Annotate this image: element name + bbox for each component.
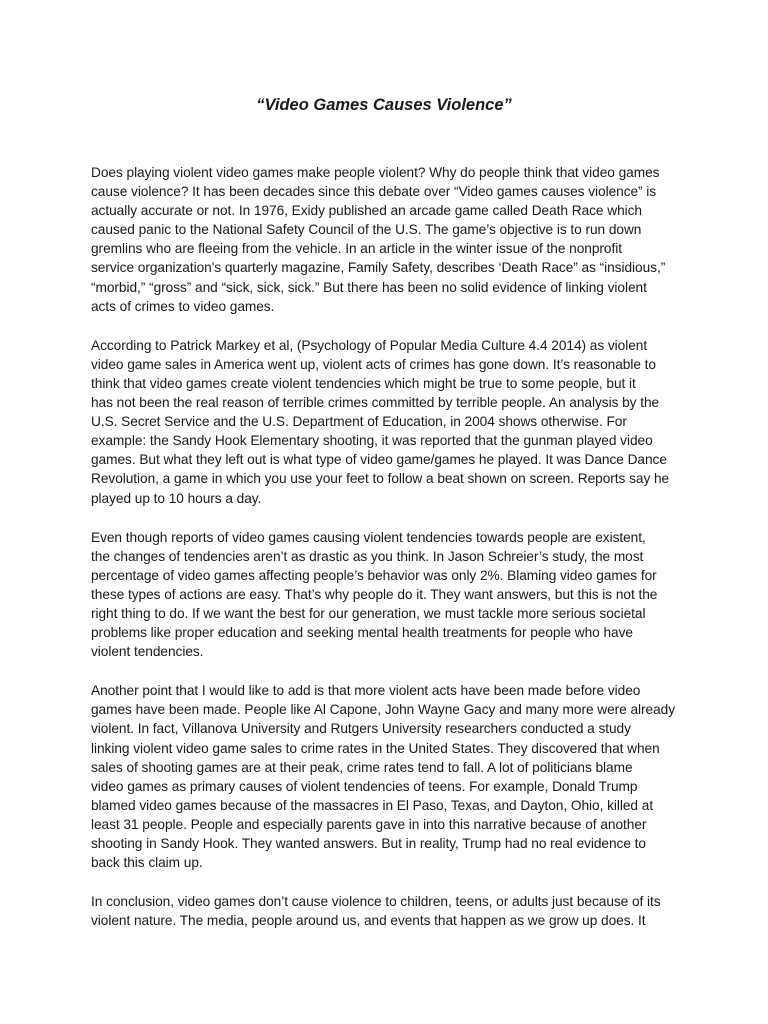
paragraph-3 <box>91 528 691 662</box>
paragraph-line: these types of actions are easy. That’s why people do it. They want answers, but this is not the <box>91 586 658 602</box>
paragraph-line: cause violence? It has been decades since this debate over “Video games causes violence” is <box>91 184 657 200</box>
paragraph-line: caused panic to the National Safety Council of the U.S. The game’s objective is to run down <box>91 222 642 238</box>
paragraph-line: According to Patrick Markey et al, (Psychology of Popular Media Culture 4.4 2014) as violent <box>91 337 648 353</box>
paragraph-line: violent. In fact, Villanova University and Rutgers University researchers conducted a study <box>91 721 631 737</box>
paragraph-line: violent nature. The media, people around us, and events that happen as we grow up does. It <box>91 913 646 929</box>
paragraph-line: games have been made. People like Al Capone, John Wayne Gacy and many more were already <box>91 702 676 718</box>
paragraph-line: In conclusion, video games don’t cause violence to children, teens, or adults just because of its <box>91 894 661 910</box>
paragraph-line: violent tendencies. <box>91 644 204 660</box>
paragraph-line: Another point that I would like to add is that more violent acts have been made before video <box>91 683 641 699</box>
document-body <box>91 163 691 950</box>
paragraph-line: acts of crimes to video games. <box>91 298 275 314</box>
document-title: “Video Games Causes Violence” <box>256 96 512 114</box>
paragraph-line: right thing to do. If we want the best for our generation, we must tackle more serious societal <box>91 605 646 621</box>
paragraph-line: games. But what they left out is what type of video game/games he played. It was Dance Dance <box>91 452 667 468</box>
paragraph-line: Does playing violent video games make people violent? Why do people think that video games <box>91 165 660 180</box>
paragraph-line: problems like proper education and seeking mental health treatments for people who have <box>91 625 633 641</box>
paragraph-line: Even though reports of video games causing violent tendencies towards people are existent, <box>91 529 646 545</box>
paragraph-line: least 31 people. People and especially parents gave in into this narrative because of another <box>91 816 647 832</box>
paragraph-5 <box>91 892 691 930</box>
paragraph-line: shooting in Sandy Hook. They wanted answers. But in reality, Trump had no real evidence to <box>91 836 646 851</box>
paragraph-line: played up to 10 hours a day. <box>91 490 262 506</box>
paragraph-line: the changes of tendencies aren’t as drastic as you think. In Jason Schreier’s study, the most <box>91 548 644 564</box>
paragraph-4 <box>91 681 691 872</box>
paragraph-line: think that video games create violent tendencies which might be true to some people, but it <box>91 375 636 391</box>
paragraph-line: service organization's quarterly magazine, Family Safety, describes ‘Death Race” as “insidious,” <box>91 260 666 276</box>
paragraph-line: blamed video games because of the massacres in El Paso, Texas, and Dayton, Ohio, killed at <box>91 797 654 813</box>
paragraph-line: Revolution, a game in which you use your feet to follow a beat shown on screen. Reports say he <box>91 471 670 487</box>
paragraph-line: video games as primary causes of violent tendencies of teens. For example, Donald Trump <box>91 778 638 794</box>
paragraph-line: example: the Sandy Hook Elementary shooting, it was reported that the gunman played video <box>91 433 653 449</box>
paragraph-line: sales of shooting games are at their peak, crime rates tend to fall. A lot of politicians blame <box>91 759 633 775</box>
paragraph-line: video game sales in America went up, violent acts of crimes has gone down. It’s reasonable to <box>91 356 656 372</box>
paragraph-line: U.S. Secret Service and the U.S. Department of Education, in 2004 shows otherwise. For <box>91 414 627 430</box>
paragraph-line: percentage of video games affecting people’s behavior was only 2%. Blaming video games for <box>91 567 657 583</box>
paragraph-1 <box>91 163 691 316</box>
paragraph-line: linking violent video game sales to crime rates in the United States. They discovered that when <box>91 740 660 756</box>
paragraph-line: has not been the real reason of terrible crimes committed by terrible people. An analysis by the <box>91 395 660 411</box>
paragraph-line: gremlins who are fleeing from the vehicle. In an article in the winter issue of the nonprofit <box>91 241 622 257</box>
paragraph-line: “morbid,” “gross” and “sick, sick, sick.” But there has been no solid evidence of linking violent <box>91 279 647 295</box>
paragraph-line: actually accurate or not. In 1976, Exidy published an arcade game called Death Race which <box>91 203 642 219</box>
paragraph-2 <box>91 336 691 508</box>
paragraph-line: back this claim up. <box>91 855 203 871</box>
